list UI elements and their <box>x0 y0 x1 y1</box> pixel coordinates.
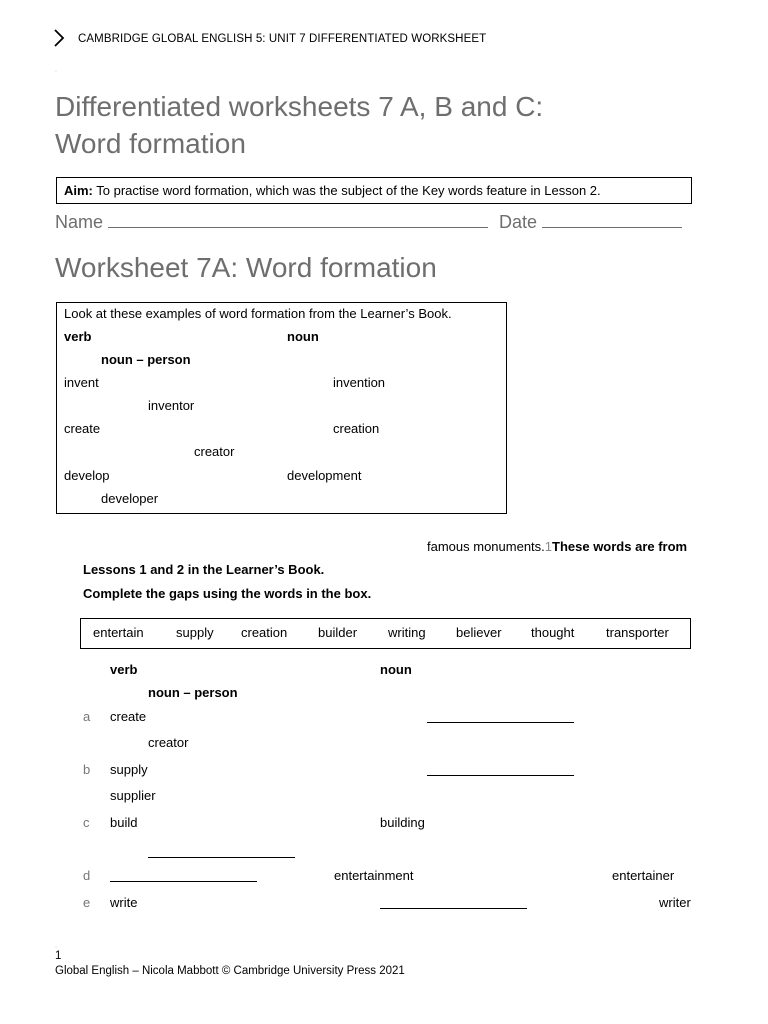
date-label: Date <box>499 212 538 232</box>
running-header: CAMBRIDGE GLOBAL ENGLISH 5: UNIT 7 DIFFERENTIATED WORKSHEET <box>78 33 487 45</box>
page-number: 1 <box>55 950 62 962</box>
word-box-item: thought <box>531 625 575 640</box>
answer-gap-person[interactable] <box>148 845 295 863</box>
task-line-1-bold: These words are from <box>552 539 688 554</box>
main-title-line-1: Differentiated worksheets 7 A, B and C: <box>55 91 544 122</box>
example-verb: invent <box>64 375 99 390</box>
exercise-col-person: noun – person <box>148 685 238 700</box>
item-verb: build <box>110 815 138 830</box>
main-title-line-2: Word formation <box>55 128 246 159</box>
task-line-1-plain: famous monuments. <box>427 539 545 554</box>
decorative-dot: ◦ <box>55 945 58 951</box>
aim-text: To practise word formation, which was the subject of the Key words feature in Lesson 2. <box>92 183 601 198</box>
example-verb: create <box>64 421 101 436</box>
example-noun: invention <box>333 375 386 390</box>
item-person: writer <box>659 895 691 910</box>
name-field[interactable] <box>108 227 488 228</box>
example-noun: development <box>287 468 362 483</box>
examples-col-noun: noun <box>287 329 319 344</box>
example-person: creator <box>194 444 235 459</box>
examples-col-verb: verb <box>64 329 92 344</box>
aim-box <box>56 177 692 204</box>
task-line-2: Lessons 1 and 2 in the Learner’s Book. <box>83 562 325 577</box>
item-verb: write <box>110 895 138 910</box>
task-line-3: Complete the gaps using the words in the box. <box>83 586 372 601</box>
item-label: e <box>83 895 91 910</box>
item-verb: supply <box>110 762 148 777</box>
chevron-right-icon <box>52 28 66 48</box>
example-person: developer <box>101 491 159 506</box>
answer-gap-noun[interactable] <box>380 896 527 914</box>
exercise-col-verb: verb <box>110 662 138 677</box>
word-box-item: writing <box>388 625 426 640</box>
item-label: c <box>83 815 90 830</box>
word-box-item: entertain <box>93 625 144 640</box>
item-noun: building <box>380 815 425 830</box>
exercise-col-noun: noun <box>380 662 412 677</box>
examples-col-person: noun – person <box>101 352 191 367</box>
aim-label: Aim: <box>64 183 93 198</box>
date-field[interactable] <box>542 227 682 228</box>
word-box-item: believer <box>456 625 502 640</box>
word-box <box>80 618 691 649</box>
word-box-item: builder <box>318 625 358 640</box>
task-line-1 <box>427 539 687 554</box>
item-label: a <box>83 709 91 724</box>
example-noun: creation <box>333 421 380 436</box>
item-verb: create <box>110 709 147 724</box>
item-label: d <box>83 868 91 883</box>
decorative-dot: ◦ <box>55 69 58 75</box>
word-box-item: supply <box>176 625 214 640</box>
examples-intro: Look at these examples of word formation from the Learner’s Book. <box>64 306 452 321</box>
name-label: Name <box>55 212 104 232</box>
name-date-row <box>55 212 682 233</box>
answer-gap-noun[interactable] <box>427 710 574 728</box>
examples-box <box>56 302 507 514</box>
footer-credit: Global English – Nicola Mabbott © Cambridge University Press 2021 <box>55 965 405 977</box>
item-person: creator <box>148 735 189 750</box>
worksheet-title: Worksheet 7A: Word formation <box>55 252 437 283</box>
example-verb: develop <box>64 468 110 483</box>
item-label: b <box>83 762 91 777</box>
task-number: 1 <box>544 539 553 554</box>
example-person: inventor <box>148 398 195 413</box>
answer-gap-verb[interactable] <box>110 869 257 887</box>
word-box-item: creation <box>241 625 288 640</box>
word-box-item: transporter <box>606 625 669 640</box>
item-person: supplier <box>110 788 156 803</box>
item-person: entertainer <box>612 868 675 883</box>
item-noun: entertainment <box>334 868 414 883</box>
answer-gap-noun[interactable] <box>427 763 574 781</box>
